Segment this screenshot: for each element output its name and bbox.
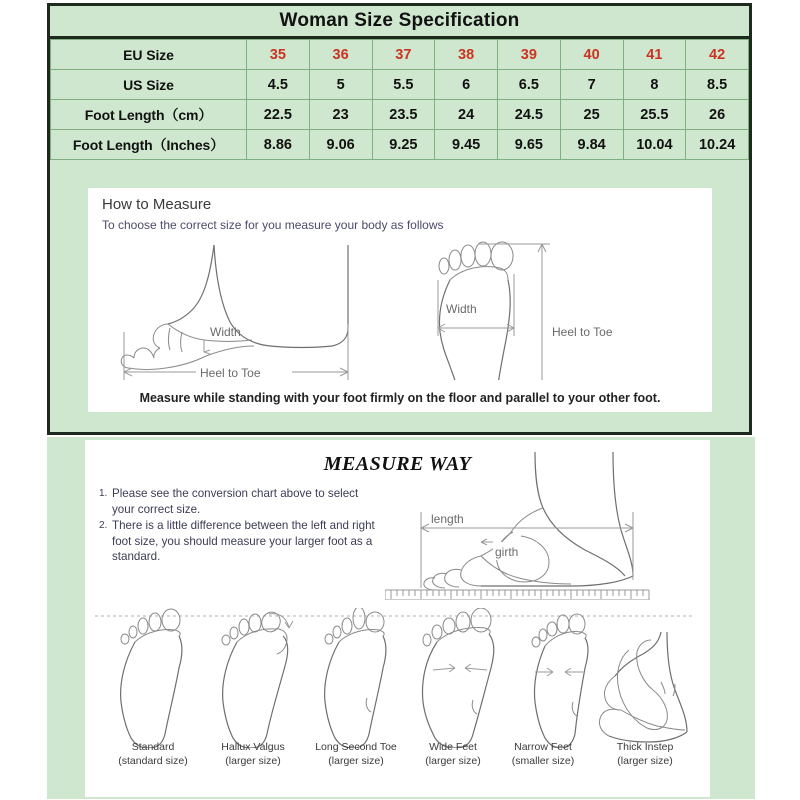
girth-label: girth [495, 545, 519, 559]
long-second-toe-foot-icon [325, 608, 386, 748]
cell-cm-5: 24.5 [498, 100, 561, 130]
cell-in-3: 9.25 [372, 130, 435, 160]
instruction-item-1 [99, 486, 379, 517]
measure-way-panel [47, 437, 755, 799]
foot-type-name-narrow-feet: Narrow Feet [514, 741, 572, 753]
cell-eu-35: 35 [247, 40, 310, 70]
size-specification-panel [47, 3, 752, 435]
side-view-length-label: Heel to Toe [200, 366, 261, 380]
how-to-measure-heading: How to Measure [102, 196, 212, 213]
thick-instep-foot-icon [599, 632, 687, 742]
instruction-text-2: There is a little difference between the left and right foot size, you should measure your larger foot as a standard. [112, 519, 375, 563]
cell-eu-40: 40 [560, 40, 623, 70]
foot-type-label-standard [101, 740, 205, 768]
measure-way-card [85, 440, 710, 797]
cell-eu-37: 37 [372, 40, 435, 70]
cell-in-2: 9.06 [309, 130, 372, 160]
instruction-text-1: Please see the conversion chart above to select your correct size. [112, 487, 359, 516]
foot-type-label-narrow-feet [493, 740, 593, 768]
foot-type-name-standard: Standard [131, 741, 175, 753]
cell-cm-8: 26 [686, 100, 749, 130]
cell-us-2: 5 [309, 70, 372, 100]
instruction-number-1: 1. [99, 488, 108, 499]
measure-way-title: MEASURE WAY [323, 453, 472, 475]
cell-in-8: 10.24 [686, 130, 749, 160]
hallux-valgus-foot-icon [222, 609, 293, 748]
top-view-width-label: Width [446, 302, 477, 316]
cell-cm-7: 25.5 [623, 100, 686, 130]
cell-cm-1: 22.5 [247, 100, 310, 130]
cell-us-3: 5.5 [372, 70, 435, 100]
table-row-inches [51, 130, 749, 160]
cell-cm-6: 25 [560, 100, 623, 130]
length-label: length [431, 512, 464, 526]
cell-us-4: 6 [435, 70, 498, 100]
cell-eu-38: 38 [435, 40, 498, 70]
how-to-measure-card [88, 188, 712, 412]
how-to-measure-footnote: Measure while standing with your foot firmly on the floor and parallel to your other foot. [139, 391, 661, 405]
table-row-cm [51, 100, 749, 130]
cell-us-1: 4.5 [247, 70, 310, 100]
foot-type-note-standard: (standard size) [118, 755, 188, 767]
foot-type-note-long-second-toe: (larger size) [328, 755, 384, 767]
cell-eu-41: 41 [623, 40, 686, 70]
foot-type-name-long-second-toe: Long Second Toe [315, 741, 397, 753]
instruction-item-2 [99, 518, 379, 565]
cell-us-8: 8.5 [686, 70, 749, 100]
cell-eu-39: 39 [498, 40, 561, 70]
row-header-eu: EU Size [51, 40, 247, 70]
foot-type-note-thick-instep: (larger size) [617, 755, 673, 767]
foot-type-name-wide-feet: Wide Feet [429, 741, 477, 753]
foot-length-girth-diagram [385, 450, 705, 600]
foot-type-label-hallux-valgus [201, 740, 305, 768]
cell-in-7: 10.04 [623, 130, 686, 160]
table-row-eu [51, 40, 749, 70]
row-header-us: US Size [51, 70, 247, 100]
foot-type-name-hallux-valgus: Hallux Valgus [221, 741, 285, 753]
cell-eu-36: 36 [309, 40, 372, 70]
foot-type-labels [95, 740, 695, 786]
foot-type-name-thick-instep: Thick Instep [616, 741, 674, 753]
foot-type-note-narrow-feet: (smaller size) [511, 755, 575, 767]
how-to-measure-subheading: To choose the correct size for you measure your body as follows [102, 218, 444, 232]
cell-in-5: 9.65 [498, 130, 561, 160]
cell-us-6: 7 [560, 70, 623, 100]
cell-cm-2: 23 [309, 100, 372, 130]
foot-type-note-hallux-valgus: (larger size) [225, 755, 281, 767]
cell-in-4: 9.45 [435, 130, 498, 160]
cell-cm-3: 23.5 [372, 100, 435, 130]
side-view-foot-icon [121, 245, 348, 380]
wide-feet-foot-icon [423, 608, 494, 748]
measure-way-instructions [99, 486, 379, 566]
row-header-cm: Foot Length（cm） [51, 100, 247, 130]
cell-eu-42: 42 [686, 40, 749, 70]
top-view-length-label: Heel to Toe [552, 325, 613, 339]
top-view-foot-icon [438, 242, 613, 380]
cell-in-6: 9.84 [560, 130, 623, 160]
how-to-measure-diagrams [118, 240, 678, 380]
cell-in-1: 8.86 [247, 130, 310, 160]
row-header-inches: Foot Length（Inches） [51, 130, 247, 160]
table-title-row [50, 6, 749, 39]
foot-type-label-long-second-toe [297, 740, 415, 768]
instruction-number-2: 2. [99, 520, 108, 531]
foot-type-note-wide-feet: (larger size) [425, 755, 481, 767]
cell-us-7: 8 [623, 70, 686, 100]
page-title: Woman Size Specification [279, 10, 520, 31]
size-table [50, 39, 749, 160]
standard-foot-icon [121, 609, 182, 748]
foot-type-label-thick-instep [593, 740, 697, 768]
table-row-us [51, 70, 749, 100]
side-view-width-label: Width [210, 325, 241, 339]
cell-us-5: 6.5 [498, 70, 561, 100]
cell-cm-4: 24 [435, 100, 498, 130]
narrow-feet-foot-icon [532, 614, 588, 748]
foot-type-label-wide-feet [407, 740, 499, 768]
foot-type-diagrams [95, 608, 695, 748]
